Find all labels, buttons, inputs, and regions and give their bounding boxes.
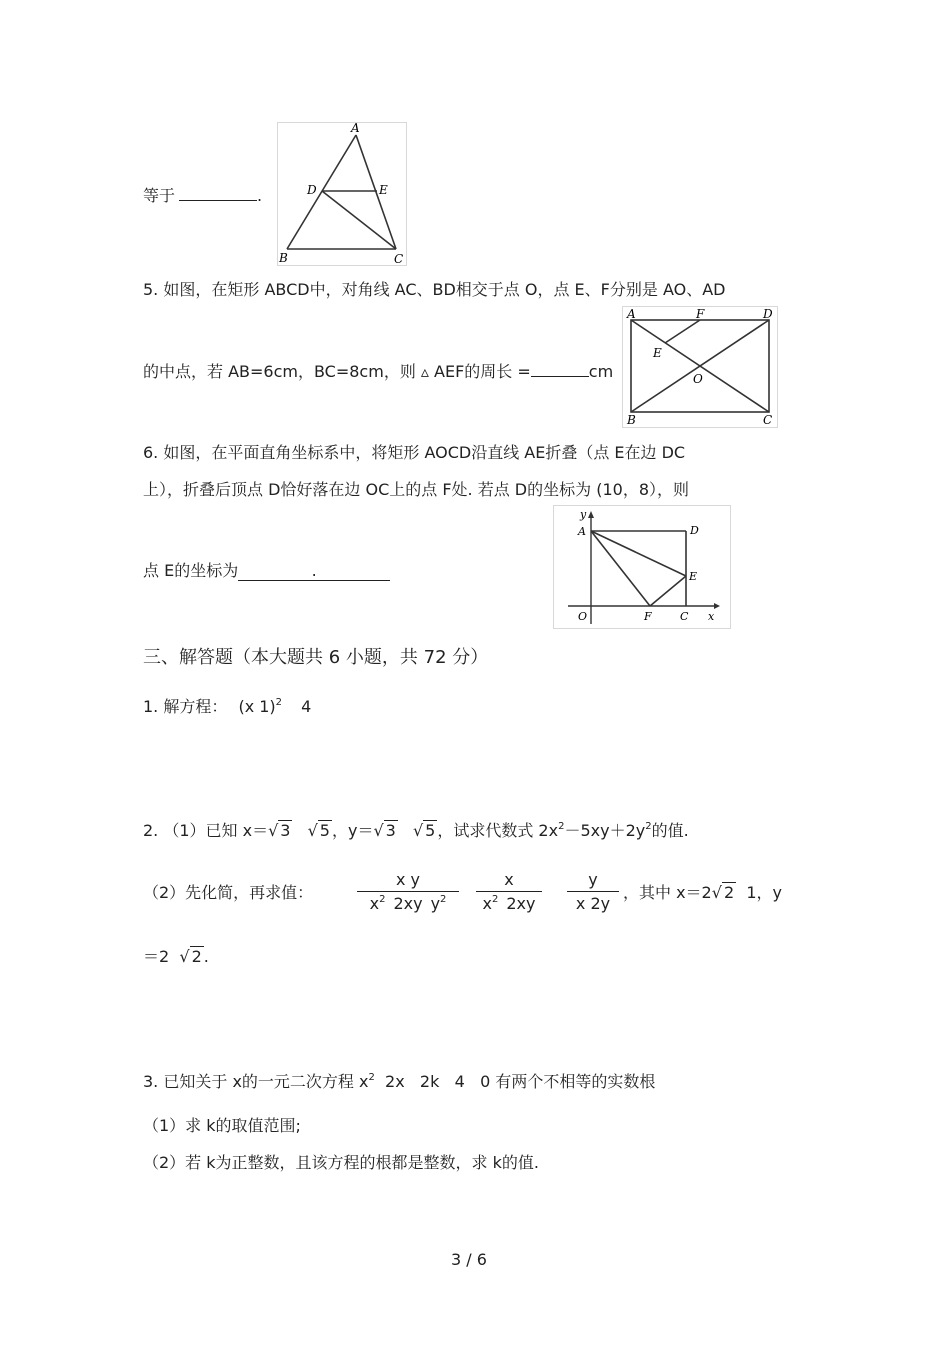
label-B: B	[627, 413, 636, 427]
sqrt-3: √ 3	[268, 821, 291, 840]
figure-rectangle	[622, 306, 778, 428]
label-E: E	[689, 570, 698, 583]
q6-line1: 6. 如图，在平面直角坐标系中，将矩形 AOCD沿直线 AE折叠（点 E在边 DC	[143, 443, 686, 462]
answer-blank	[531, 376, 589, 377]
label-A: A	[627, 307, 636, 321]
label-C: C	[680, 610, 689, 623]
sqrt-5: √ 5	[307, 821, 330, 840]
fraction-1: x y $x^2$ 2xy $y^2$	[357, 870, 459, 913]
q6-line3: 点 E的坐标为 .	[143, 558, 390, 581]
rectangle-diagram	[623, 307, 777, 427]
label-D: D	[690, 524, 699, 537]
q4-tail-text: 等于 .	[143, 186, 263, 205]
figure-coordinate	[553, 505, 731, 629]
label-y: y	[580, 508, 587, 521]
problem-3-line-1: 3. 已知关于 x的一元二次方程 $x^2$ 2x 2k 4 0 有两个不相等的实数根	[143, 1072, 656, 1091]
problem-2-part-2-label: （2）先化简，再求值：	[143, 883, 314, 902]
sqrt-3: √ 3	[373, 821, 396, 840]
label-A: A	[578, 525, 586, 538]
sqrt-2: √ 2	[179, 947, 202, 966]
fraction-3: $\frac{y}{x 2y}$	[567, 870, 619, 913]
label-O: O	[693, 372, 703, 386]
label-D: D	[763, 307, 773, 321]
problem-2-condition: ，其中 x＝2√ 2 1，y	[623, 883, 782, 902]
problem-2-line-3: ＝2 √ 2 .	[143, 947, 209, 966]
label-C: C	[763, 413, 773, 427]
q6-line2: 上），折叠后顶点 D恰好落在边 OC上的点 F处. 若点 D的坐标为 (10，8），则	[143, 480, 689, 499]
problem-1: 1. 解方程： (x 1)$^2$ 4	[143, 697, 312, 716]
coordinate-diagram	[554, 506, 730, 628]
answer-blank	[179, 200, 257, 201]
q5-line1: 5. 如图，在矩形 ABCD中，对角线 AC、BD相交于点 O，点 E、F分别是 AO、AD	[143, 280, 726, 299]
label-B: B	[279, 251, 288, 265]
section-3-heading: 三、解答题（本大题共 6 小题，共 72 分）	[143, 647, 489, 668]
problem-2-part-1: 2. （1）已知 x＝√ 3 √ 5 ，y＝√ 3 √ 5 ，试求代数式 $2x^2-5xy+2y^2$的值.	[143, 821, 689, 840]
problem-3-sub-2: （2）若 k为正整数，且该方程的根都是整数，求 k的值.	[143, 1153, 539, 1172]
label-O: O	[578, 610, 588, 623]
label-F: F	[696, 307, 705, 321]
label-x: x	[708, 610, 715, 623]
triangle-diagram	[278, 123, 406, 265]
sqrt-5: √ 5	[412, 821, 436, 840]
q5-line2: 的中点，若 AB=6cm，BC=8cm，则 ▵ AEF的周长 = cm	[143, 362, 614, 381]
page-number: 3 / 6	[451, 1250, 487, 1269]
figure-triangle	[277, 122, 407, 266]
label-C: C	[394, 252, 404, 265]
label-F: F	[644, 610, 652, 623]
label-E: E	[653, 346, 662, 360]
answer-blank: .	[238, 561, 390, 581]
label-D: D	[307, 183, 317, 197]
label-A: A	[351, 123, 360, 135]
problem-3-sub-1: （1）求 k的取值范围;	[143, 1116, 301, 1135]
sqrt-2: √ 2	[711, 883, 735, 902]
fraction-2: $\frac{x}{x^2 2xy}$	[476, 870, 542, 913]
label-E: E	[379, 183, 388, 197]
